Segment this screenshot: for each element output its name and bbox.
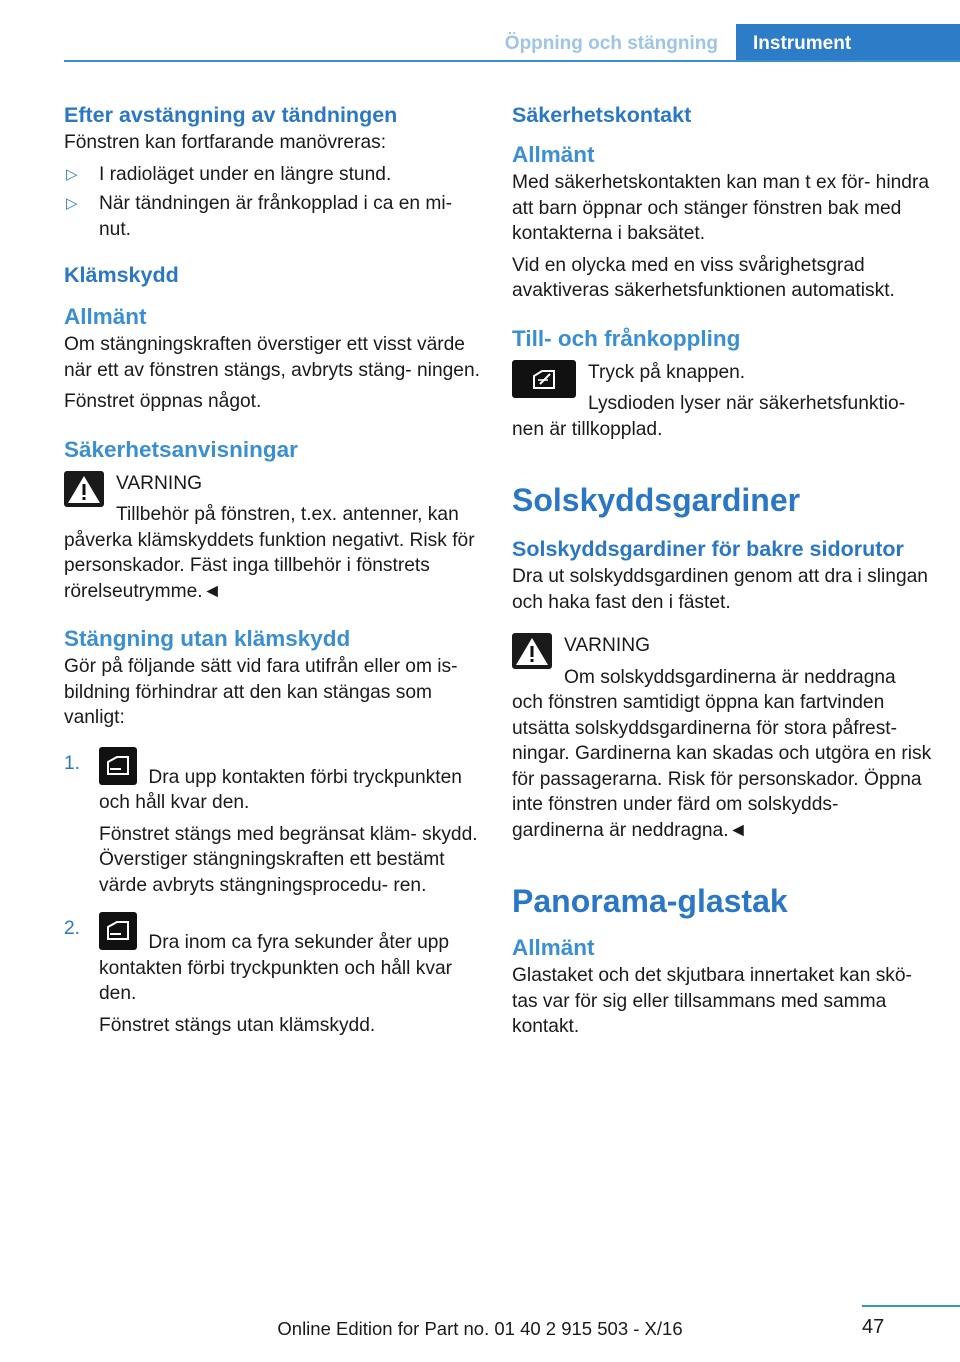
heading-klamskydd: Klämskydd (64, 263, 179, 287)
window-switch-icon (99, 747, 137, 785)
subheading-allmant: Allmänt (64, 304, 147, 329)
subheading-on-off: Till- och frånkoppling (512, 325, 741, 351)
warning-triangle-icon (512, 633, 552, 669)
list-item: ▷ I radioläget under en längre stund. (64, 162, 480, 188)
paragraph: Med säkerhetskontakten kan man t ex för‐ hindra att barn öppnar och stänger fönstren bak med kontakterna i baksätet. (512, 172, 930, 244)
paragraph: Gör på följande sätt vid fara utifrån eller om is‐ bildning förhindrar att den kan stängas som vanligt: (64, 656, 458, 728)
subheading-allmant: Allmänt (512, 142, 595, 167)
warning-label: VARNING (116, 472, 202, 494)
child-lock-button-icon (512, 360, 576, 398)
warning-triangle-icon (64, 471, 104, 507)
triangle-bullet-icon: ▷ (66, 165, 78, 183)
warning-text: Tillbehör på fönstren, t.ex. antenner, kan (116, 504, 459, 525)
warning-text: och fönstren samtidigt öppna kan fartvinden utsätta solskyddsgardinerna för stora påfrest‐ ningar. Gardinerna kan skadas och utgöra en risk för passagerarna. Risk för personskador. Öppna inte fönstren under färd om solskydds‐ gardinerna är neddragna.◄ (512, 692, 932, 841)
list-item: 2. Dra inom ca fyra sekunder åter upp kontakten förbi tryckpunkten och håll kvar den. Fönstret stängs utan klämskydd. (64, 916, 480, 1038)
warning-text: påverka klämskyddets funktion negativt. Risk för personskador. Fäst inga tillbehör i fönstrets rörelseutrymme.◄ (64, 529, 475, 602)
right-column (512, 100, 932, 1046)
triangle-bullet-icon: ▷ (66, 195, 78, 212)
header-rule (64, 60, 960, 62)
subheading-allmant: Allmänt (512, 935, 595, 960)
bullet-list (64, 162, 480, 243)
subheading-closing-without: Stängning utan klämskydd (64, 626, 351, 651)
paragraph: Tryck på knappen. (588, 361, 746, 383)
page-number: 47 (862, 1316, 885, 1338)
page-header (0, 0, 960, 62)
warning-text: Om solskyddsgardinerna är neddragna (564, 666, 896, 688)
paragraph: Fönstret öppnas något. (64, 391, 262, 412)
heading-after-ignition: Efter avstängning av tändningen (64, 103, 398, 127)
heading-safety-switch: Säkerhetskontakt (512, 103, 692, 127)
warning-block (64, 471, 480, 605)
paragraph: Vid en olycka med en viss svårighetsgrad avaktiveras säkerhetsfunktionen automatiskt. (512, 254, 895, 301)
footer-edition: Online Edition for Part no. 01 40 2 915 503 - X/16 (277, 1318, 683, 1339)
subheading-safety-notes: Säkerhetsanvisningar (64, 436, 298, 462)
heading-sunshades: Solskyddsgardiner (512, 482, 801, 518)
paragraph: nen är tillkopplad. (512, 418, 663, 440)
heading-panorama-roof: Panorama-glastak (512, 883, 788, 919)
left-column (64, 100, 480, 1044)
footer-rule (862, 1305, 960, 1307)
step-note: Fönstret stängs utan klämskydd. (99, 1014, 376, 1036)
list-item: ▷ När tändningen är frånkopplad i ca en mi‐ nut. (66, 193, 453, 240)
paragraph: Lysdioden lyser när säkerhetsfunktio‐ (588, 393, 906, 414)
paragraph: Fönstren kan fortfarande manövreras: (64, 132, 387, 153)
header-chapter-tab: Instrument (736, 24, 960, 62)
warning-block (512, 633, 932, 843)
paragraph: Glastaket och det skjutbara innertaket kan skö‐ tas var för sig eller tillsammans med samma kontakt. (512, 965, 912, 1037)
paragraph: Om stängningskraften överstiger ett visst värde när ett av fönstren stängs, avbryts stäng‐ ningen. (64, 334, 480, 381)
paragraph: Dra ut solskyddsgardinen genom att dra i slingan och haka fast den i fästet. (512, 566, 928, 613)
window-switch-icon (99, 912, 137, 950)
step-number: 1. (64, 752, 81, 774)
header-section-title: Öppning och stängning (504, 33, 718, 54)
subheading-rear-sunshades: Solskyddsgardiner för bakre sidorutor (512, 537, 904, 561)
warning-label: VARNING (564, 635, 650, 656)
steps-list (64, 751, 480, 1039)
switch-instruction (512, 354, 932, 417)
step-note: Fönstret stängs med begränsat kläm‐ skydd. Överstiger stängningskraften ett bestämt värde avbryts stängningsprocedu‐ ren. (99, 823, 478, 896)
list-item: 1. Dra upp kontakten förbi tryckpunkten och håll kvar den. Fönstret stängs med begränsat kläm‐ skydd. Överstiger stängningskraften ett bestämt värde avbryts stängningsprocedu‐ ren. (64, 751, 480, 899)
step-number: 2. (64, 918, 81, 939)
